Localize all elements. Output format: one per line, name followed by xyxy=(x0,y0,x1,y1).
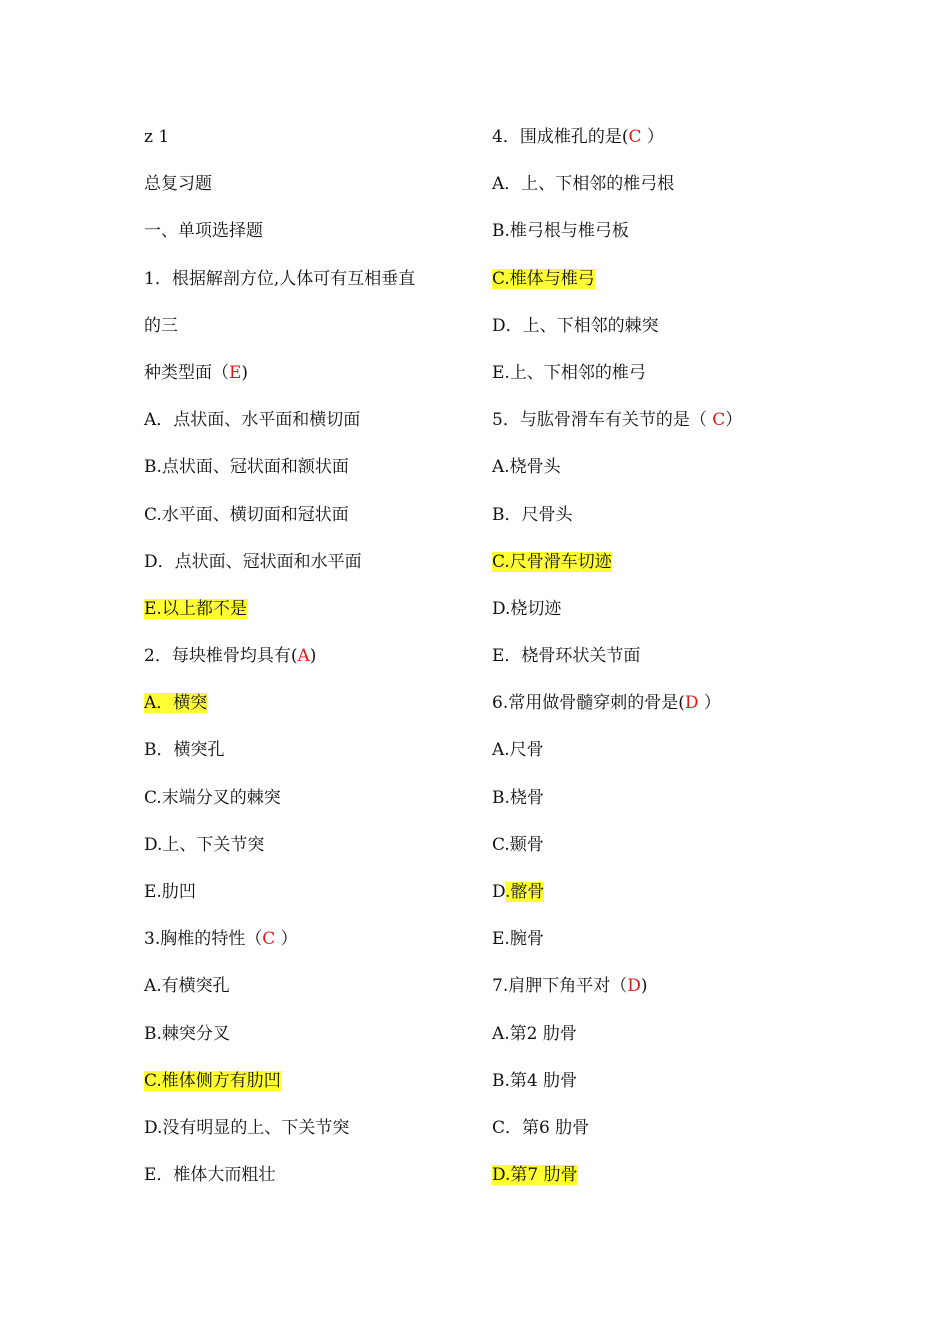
text-line xyxy=(492,779,812,826)
line-text: A.尺骨 xyxy=(492,740,544,761)
text-line xyxy=(492,165,812,212)
line-text: B.椎弓根与椎弓板 xyxy=(492,221,629,242)
answer-letter: D xyxy=(627,976,641,997)
text-line xyxy=(492,212,812,259)
line-text: B.第4 肋骨 xyxy=(492,1070,578,1091)
highlighted-answer: C.椎体与椎弓 xyxy=(492,268,595,289)
line-text: C.水平面、横切面和冠状面 xyxy=(144,504,349,525)
line-suffix: ） xyxy=(725,410,743,431)
text-line xyxy=(492,684,812,731)
line-text: D.桡切迹 xyxy=(492,598,562,619)
text-line xyxy=(492,826,812,873)
text-line xyxy=(144,731,464,778)
line-text: 3.胸椎的特性（ xyxy=(144,929,263,950)
text-line xyxy=(492,1062,812,1109)
line-text: 6.常用做骨髓穿刺的骨是( xyxy=(492,693,685,714)
text-line xyxy=(492,590,812,637)
text-line xyxy=(144,543,464,590)
line-text: 一、单项选择题 xyxy=(144,221,263,242)
line-text: A.桡骨头 xyxy=(492,457,561,478)
line-suffix: ） xyxy=(698,693,721,714)
text-line xyxy=(144,684,464,731)
text-line xyxy=(144,967,464,1014)
line-text: B.棘突分叉 xyxy=(144,1023,230,1044)
text-line xyxy=(144,118,464,165)
line-text: A．上、下相邻的椎弓根 xyxy=(492,174,675,195)
text-line xyxy=(144,920,464,967)
line-text: 种类型面（ xyxy=(144,362,229,383)
line-text: z 1 xyxy=(144,127,170,147)
line-text: E.肋凹 xyxy=(144,882,196,902)
line-text: A.有横突孔 xyxy=(144,976,230,997)
line-text: A.第2 肋骨 xyxy=(492,1023,577,1044)
text-line xyxy=(144,260,464,307)
line-text: E.上、下相邻的椎弓 xyxy=(492,362,646,383)
right-column xyxy=(492,118,812,1203)
text-line xyxy=(144,1015,464,1062)
line-suffix: ) xyxy=(241,362,249,383)
line-text: B.点状面、冠状面和额状面 xyxy=(144,457,349,478)
line-text: 7.肩胛下角平对（ xyxy=(492,976,628,997)
highlighted-answer: .髂骨 xyxy=(505,882,545,902)
line-text: 5．与肱骨滑车有关节的是（ xyxy=(492,410,713,431)
text-line xyxy=(492,448,812,495)
line-text: D.没有明显的上、下关节突 xyxy=(144,1117,350,1138)
line-text: D．点状面、冠状面和水平面 xyxy=(144,551,362,572)
text-line xyxy=(492,920,812,967)
highlighted-answer: C.尺骨滑车切迹 xyxy=(492,551,612,572)
text-line xyxy=(144,826,464,873)
text-line xyxy=(492,1015,812,1062)
text-line xyxy=(144,212,464,259)
text-line xyxy=(492,873,812,920)
line-text: B.桡骨 xyxy=(492,787,544,808)
line-text: E．桡骨环状关节面 xyxy=(492,646,641,667)
line-text: E．椎体大而粗壮 xyxy=(144,1165,276,1186)
line-text: B．尺骨头 xyxy=(492,504,573,525)
line-text: 2．每块椎骨均具有( xyxy=(144,646,298,667)
text-line xyxy=(144,165,464,212)
text-line xyxy=(144,354,464,401)
text-line xyxy=(492,967,812,1014)
text-line xyxy=(144,1156,464,1203)
text-line xyxy=(144,496,464,543)
line-text: 4．围成椎孔的是( xyxy=(492,127,629,147)
text-line xyxy=(144,1062,464,1109)
text-line xyxy=(144,637,464,684)
line-suffix: ) xyxy=(309,646,317,667)
line-text: C．第6 肋骨 xyxy=(492,1117,590,1138)
highlighted-answer: E.以上都不是 xyxy=(144,598,247,619)
answer-letter: A xyxy=(297,646,310,667)
answer-letter: C xyxy=(628,127,642,147)
line-text: C.颞骨 xyxy=(492,834,544,855)
line-text: A．点状面、水平面和横切面 xyxy=(144,410,361,431)
text-line xyxy=(144,307,464,354)
text-line xyxy=(492,496,812,543)
line-text: D.上、下关节突 xyxy=(144,834,265,855)
answer-letter: C xyxy=(712,410,726,431)
text-line xyxy=(492,401,812,448)
text-line xyxy=(144,590,464,637)
answer-letter: E xyxy=(229,362,242,383)
line-text: C.末端分叉的棘突 xyxy=(144,787,281,808)
answer-letter: D xyxy=(684,693,699,714)
text-line xyxy=(492,260,812,307)
line-text: 1．根据解剖方位,人体可有互相垂直 xyxy=(144,268,416,289)
line-text: E.腕骨 xyxy=(492,929,544,950)
text-line xyxy=(492,1156,812,1203)
line-text: 总复习题 xyxy=(144,174,212,195)
text-line xyxy=(144,448,464,495)
highlighted-answer: A．横突 xyxy=(144,693,208,714)
line-suffix: ) xyxy=(640,976,648,997)
text-line xyxy=(144,873,464,920)
left-column xyxy=(144,118,464,1203)
text-line xyxy=(492,354,812,401)
line-text: D xyxy=(492,882,506,902)
text-line xyxy=(144,779,464,826)
line-suffix: ） xyxy=(275,929,298,950)
highlighted-answer: C.椎体侧方有肋凹 xyxy=(144,1070,281,1091)
text-line xyxy=(492,307,812,354)
text-line xyxy=(492,637,812,684)
text-line xyxy=(492,1109,812,1156)
text-line xyxy=(144,1109,464,1156)
text-line xyxy=(492,731,812,778)
highlighted-answer: D.第7 肋骨 xyxy=(492,1165,578,1186)
text-line xyxy=(144,401,464,448)
line-text: D．上、下相邻的棘突 xyxy=(492,315,659,336)
answer-letter: C xyxy=(262,929,276,950)
line-suffix: ） xyxy=(641,127,664,147)
line-text: 的三 xyxy=(144,315,178,336)
text-line xyxy=(492,118,812,165)
line-text: B．横突孔 xyxy=(144,740,225,761)
text-line xyxy=(492,543,812,590)
